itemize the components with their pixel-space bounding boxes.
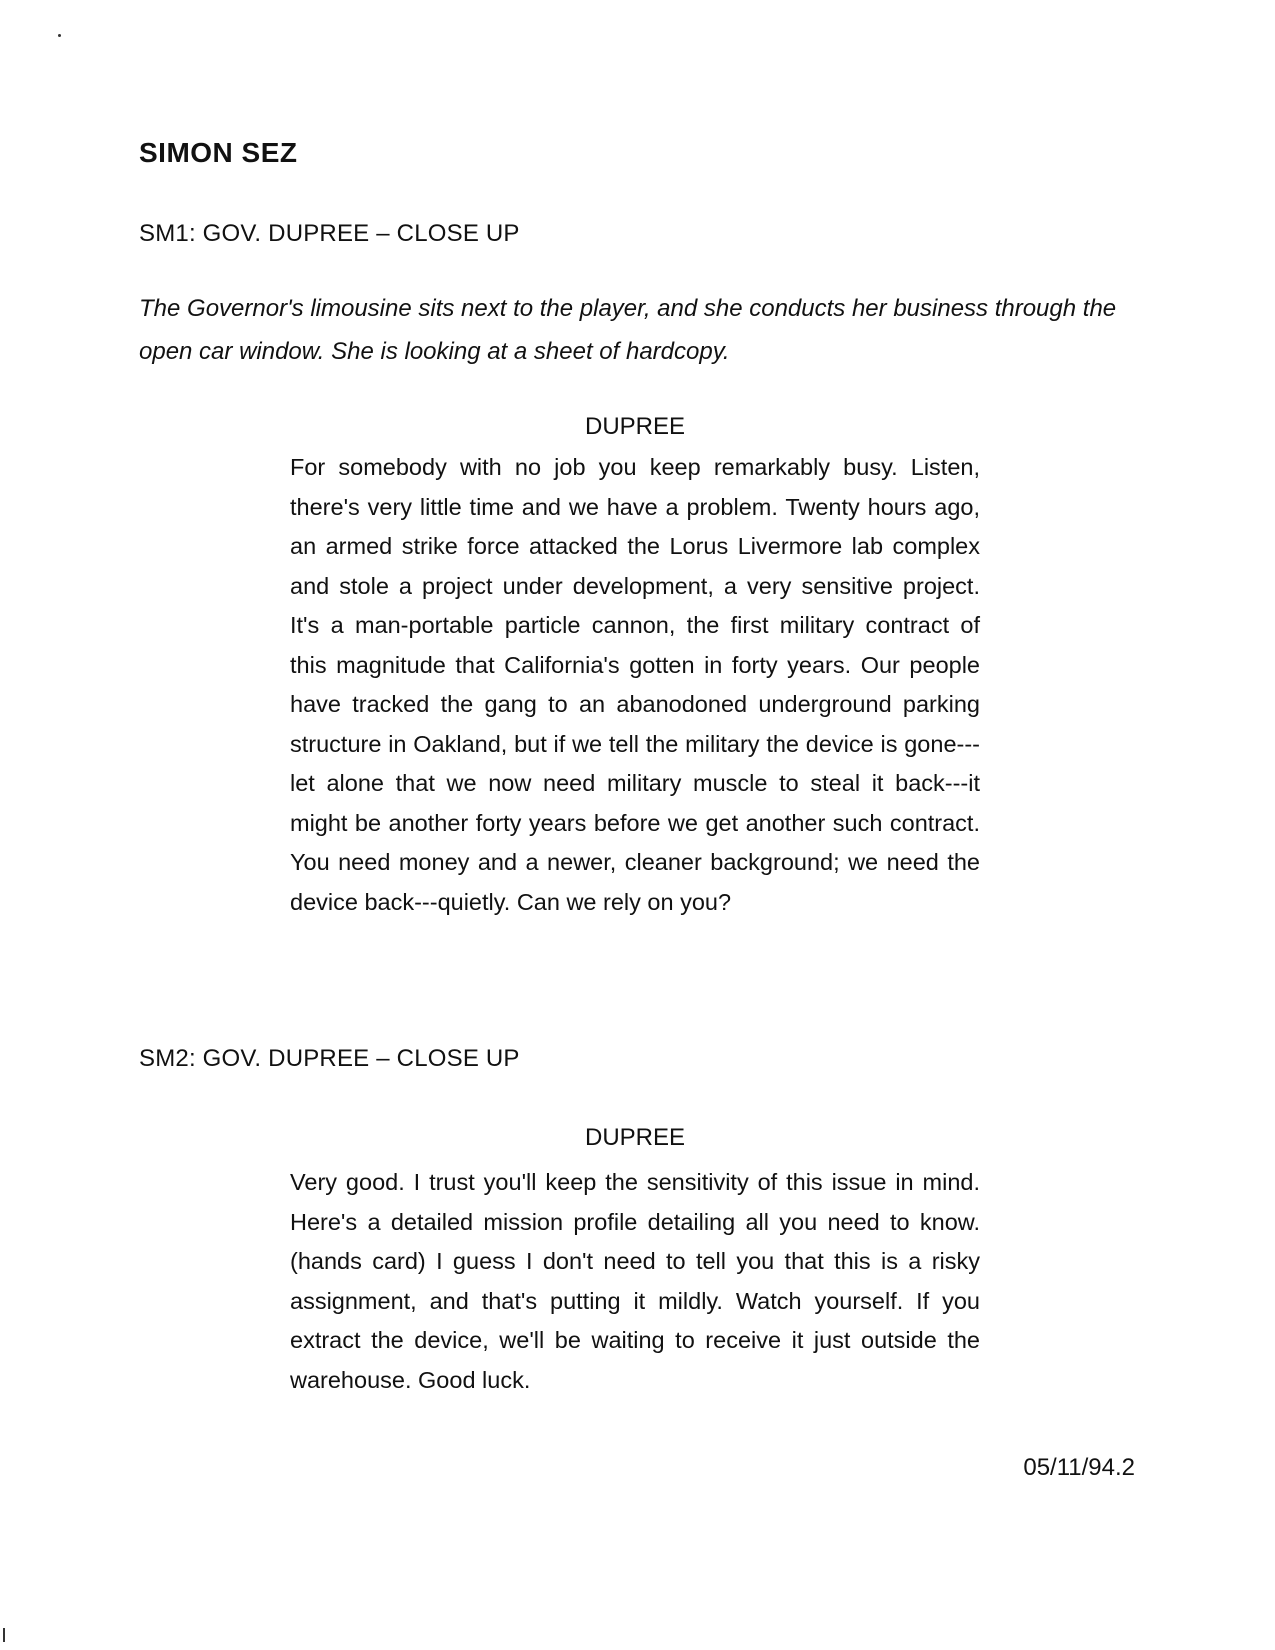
- character-name-dupree: DUPREE: [584, 1124, 686, 1151]
- character-name-dupree: DUPREE: [584, 413, 686, 440]
- dialogue-block-sm1: For somebody with no job you keep remarkably busy. Listen, there's very little time and we have a problem. Twenty hours ago, an armed strike force attacked the Lorus Livermore lab complex and stole a project under development, a very sensitive project. It's a man-portable particle cannon, the first military contract of this magnitude that California's gotten in forty years. Our people have tracked the gang to an abanodoned underground parking structure in Oakland, but if we tell the military the device is gone---let alone that we now need military muscle to steal it back---it might be another forty years before we get another such contract. You need money and a newer, cleaner background; we need the device back---quietly. Can we rely on you?: [290, 454, 980, 915]
- scan-speck: [58, 34, 61, 37]
- scan-speck: [3, 1628, 5, 1642]
- scene-heading-sm1: SM1: GOV. DUPREE – CLOSE UP: [139, 220, 520, 247]
- action-description: The Governor's limousine sits next to the player, and she conducts her business through the open car window. She is looking at a sheet of hardcopy.: [139, 295, 1117, 365]
- document-title: SIMON SEZ: [139, 137, 298, 168]
- date-code: 05/11/94.2: [1023, 1454, 1135, 1481]
- scene-heading-sm2: SM2: GOV. DUPREE – CLOSE UP: [139, 1045, 520, 1072]
- dialogue-block-sm2: Very good. I trust you'll keep the sensitivity of this issue in mind. Here's a detailed mission profile detailing all you need to know. (hands card) I guess I don't need to tell you that this is a risky assignment, and that's putting it mildly. Watch yourself. If you extract the device, we'll be waiting to receive it just outside the warehouse. Good luck.: [290, 1169, 980, 1393]
